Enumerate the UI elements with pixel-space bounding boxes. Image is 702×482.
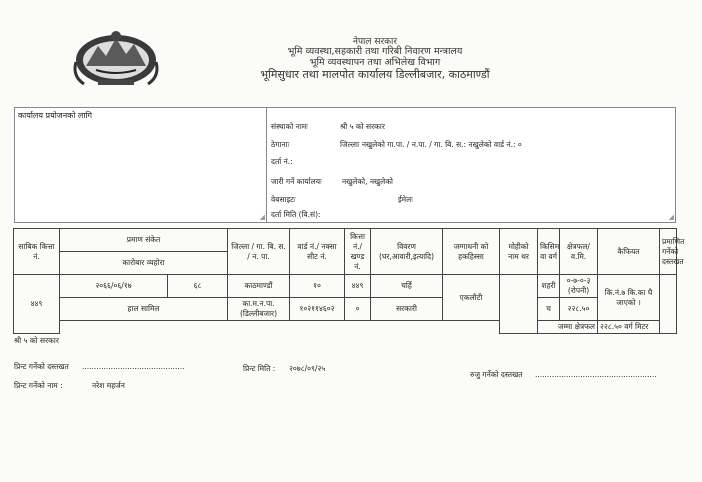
header-line-3: भूमि व्यवस्थापन तथा अभिलेख विभाग (309, 57, 441, 68)
owner-name: श्री ५ को सरकार (14, 336, 59, 345)
cell-remarks: कि.नं.७ कि.का घै जाएको । (598, 275, 660, 321)
cell-kitta-top: ४४९ (345, 275, 371, 298)
printer-name-value: नरेश महर्जन (92, 381, 125, 390)
resize-grip-icon: ◢ (259, 213, 265, 221)
org-info-box (266, 107, 676, 223)
cell-ward-bottom: १०२११४६०२ (290, 298, 345, 321)
issuing-office-label: जारी गर्ने कार्यालयः (271, 177, 322, 186)
resize-grip-icon: ◢ (668, 213, 674, 221)
issuing-office-value: नखुलेको, नखुलेको (342, 177, 393, 186)
nepal-emblem-logo (70, 26, 162, 88)
print-date-value: २०७८/०९/२५ (289, 364, 326, 373)
header-line-4: भूमिसुधार तथा मालपोत कार्यालय डिल्लीबजार, काठमाण्डौं (260, 68, 490, 81)
cell-class-top: शहरी (538, 275, 560, 298)
printer-signature-label: प्रिन्ट गर्नेको दस्तखत (14, 362, 69, 371)
col-remarks: कैफियत (598, 229, 660, 275)
cell-owner: एकलौटी (443, 275, 500, 321)
land-register-table (13, 228, 685, 334)
col-transaction: कारोबार व्यहोरा (60, 252, 228, 275)
col-mohi: मोहीको नाम थर (500, 229, 538, 275)
printer-name-label: प्रिन्ट गर्नेको नाम : (14, 381, 63, 390)
col-owner: जग्गाधनी को हकहिस्सा (443, 229, 500, 275)
cell-class-bottom: च (538, 298, 560, 321)
header-line-1: नेपाल सरकार (352, 37, 398, 47)
header-line-2: भूमि व्यवस्था,सहकारी तथा गरिबी निवारण मन्त्रालय (287, 46, 463, 57)
address-value: जिल्लाः नखुलेको गा.पा. / न.पा. / गा. बि. स.: नखुलेको वार्ड नं.: ० (340, 140, 522, 149)
address-label: ठेगानाः (271, 140, 290, 149)
website-label: वेबसाइटः (271, 195, 296, 204)
col-district: जिल्ला / गा. बि. स. / न. पा. (228, 229, 290, 275)
office-use-box (14, 107, 267, 223)
total-label: जम्मा क्षेत्रफल (538, 321, 598, 334)
printer-signature-line: ........................................... (82, 362, 185, 371)
cell-district-bottom: का.म.न.पा. (डिल्लीबजार) (228, 298, 290, 321)
cell-ward-top: १० (290, 275, 345, 298)
office-use-label: कार्यालय प्रयोजनको लागि (18, 111, 93, 120)
cell-desc-top: चर्हि (371, 275, 443, 298)
cell-area-bottom: २२८.५० (560, 298, 598, 321)
col-auth-ref: प्रमाण संकेत (60, 229, 228, 252)
cell-area-top: ०-७-०-३ (रोपनी) (560, 275, 598, 298)
total-value: २२८.५० वर्ग मिटर (598, 321, 677, 334)
table-total-row (14, 321, 677, 334)
cell-transaction: हाल सामिल (60, 298, 228, 321)
cell-date: २०६६/०६/१७ (60, 275, 168, 298)
col-description: विवरण (घर,आवारी,इत्यादि) (371, 229, 443, 275)
col-class: किसिम वा वर्ग (538, 229, 560, 275)
cell-number: ६८ (168, 275, 228, 298)
reg-date-label: दर्ता मिति (वि.सं): (271, 210, 321, 219)
print-date-label: प्रिन्ट मिति : (243, 364, 276, 373)
checker-signature-line: ................................................... (535, 370, 657, 379)
table-row (14, 275, 677, 298)
email-label: ईमेलः (398, 195, 413, 204)
cell-kitta-bottom: ० (345, 298, 371, 321)
col-ward: वार्ड नं./ नक्सा सीट नं. (290, 229, 345, 275)
org-name-label: संस्थाको नामः (271, 122, 308, 131)
table-row (14, 298, 677, 321)
reg-no-label: दर्ता नं.: (271, 157, 293, 166)
checker-signature-label: रुजु गर्नेको दस्तखत (470, 370, 523, 379)
col-certifier: प्रमाणित गर्नेको दस्तखत (660, 229, 677, 275)
org-name-value: श्री ५ को सरकार (340, 122, 385, 131)
cell-desc-bottom: सरकारी (371, 298, 443, 321)
col-former-kitta: साबिक कित्ता नं. (14, 229, 60, 275)
col-kitta: कित्ता नं./ खण्ड नं. (345, 229, 371, 275)
cell-former-kitta: ४४९ (14, 275, 60, 334)
cell-district-top: काठमाण्डौं (228, 275, 290, 298)
col-area: क्षेत्रफल/ व.मि. (560, 229, 598, 275)
